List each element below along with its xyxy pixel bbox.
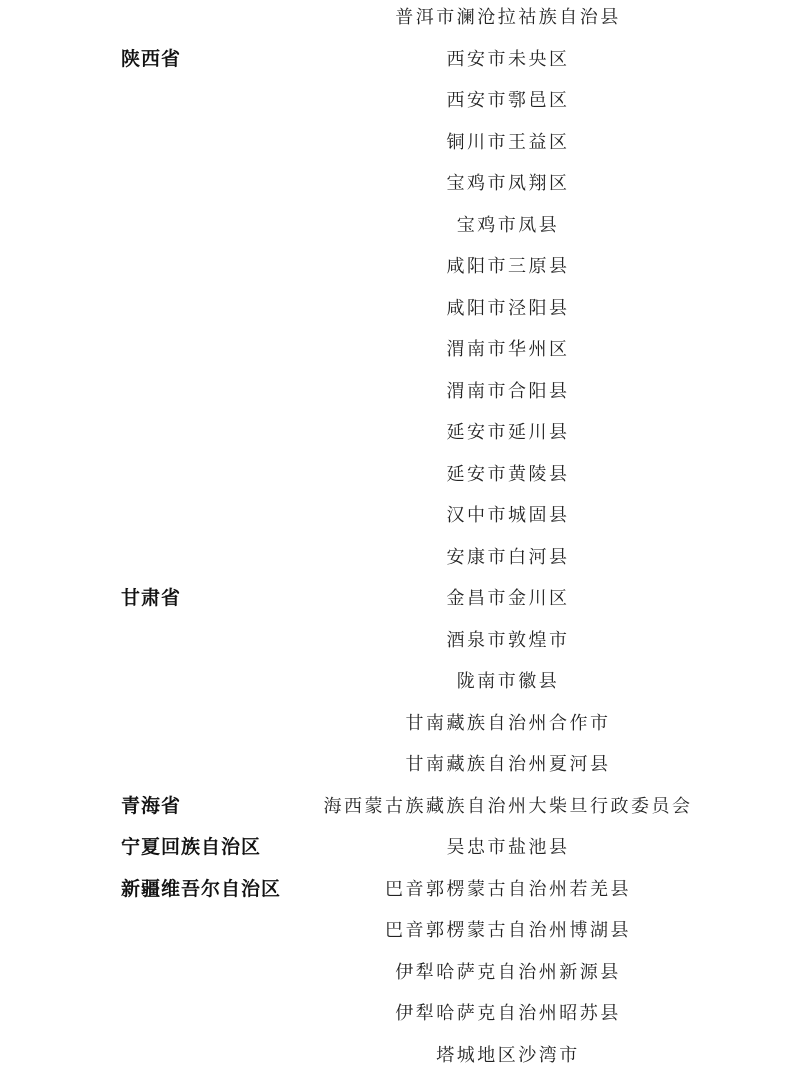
- county-name: 咸阳市三原县: [446, 256, 570, 277]
- county-name: 咸阳市泾阳县: [446, 297, 570, 319]
- list-row: [0, 952, 787, 994]
- list-row: [0, 578, 787, 620]
- county-name: 巴音郭楞蒙古自治州若羌县: [385, 878, 631, 900]
- list-row: [0, 869, 787, 911]
- county-name: 吴忠市盐池县: [446, 837, 570, 858]
- county-name: 甘南藏族自治州合作市: [405, 712, 611, 734]
- county-name: 塔城地区沙湾市: [436, 1044, 580, 1066]
- county-name: 汉中市城固县: [446, 505, 570, 526]
- province-label: 青海省: [121, 794, 182, 817]
- county-name: 铜川市王益区: [446, 131, 570, 153]
- list-row: [0, 0, 787, 39]
- list-row: [0, 412, 787, 454]
- list-row: [0, 454, 787, 496]
- list-row: [0, 246, 787, 288]
- list-row: [0, 537, 787, 579]
- list-row: [0, 205, 787, 247]
- county-name: 宝鸡市凤翔区: [446, 173, 570, 194]
- county-name: 酒泉市敦煌市: [446, 629, 570, 651]
- province-label: 陕西省: [121, 47, 182, 70]
- list-row: [0, 371, 787, 413]
- county-name: 海西蒙古族藏族自治州大柴旦行政委员会: [323, 795, 693, 817]
- list-row: [0, 495, 787, 537]
- county-name: 普洱市澜沧拉祜族自治县: [395, 7, 621, 28]
- list-row: [0, 80, 787, 122]
- county-name: 伊犁哈萨克自治州新源县: [395, 961, 621, 983]
- list-row: [0, 1035, 787, 1076]
- county-name: 金昌市金川区: [446, 588, 570, 609]
- county-name: 宝鸡市凤县: [456, 214, 560, 236]
- county-name: 延安市延川县: [446, 422, 570, 443]
- county-name: 渭南市华州区: [446, 339, 570, 360]
- list-row: [0, 993, 787, 1035]
- list-row: [0, 329, 787, 371]
- list-row: [0, 786, 787, 828]
- list-row: [0, 163, 787, 205]
- list-row: [0, 827, 787, 869]
- county-name: 甘南藏族自治州夏河县: [405, 754, 611, 775]
- list-row: [0, 661, 787, 703]
- county-name: 延安市黄陵县: [446, 463, 570, 485]
- province-label: 甘肃省: [121, 587, 182, 609]
- province-label: 新疆维吾尔自治区: [121, 877, 282, 900]
- list-row: [0, 910, 787, 952]
- list-row: [0, 39, 787, 81]
- county-name: 渭南市合阳县: [446, 380, 570, 402]
- list-row: [0, 744, 787, 786]
- county-name: 陇南市徽县: [456, 671, 560, 692]
- list-row: [0, 288, 787, 330]
- county-name: 伊犁哈萨克自治州昭苏县: [395, 1003, 621, 1024]
- county-name: 西安市鄠邑区: [446, 90, 570, 111]
- province-label: 宁夏回族自治区: [121, 836, 262, 858]
- county-name: 安康市白河县: [446, 546, 570, 568]
- county-name: 西安市未央区: [446, 48, 570, 70]
- list-row: [0, 122, 787, 164]
- list-row: [0, 620, 787, 662]
- county-name: 巴音郭楞蒙古自治州博湖县: [385, 920, 631, 941]
- list-row: [0, 703, 787, 745]
